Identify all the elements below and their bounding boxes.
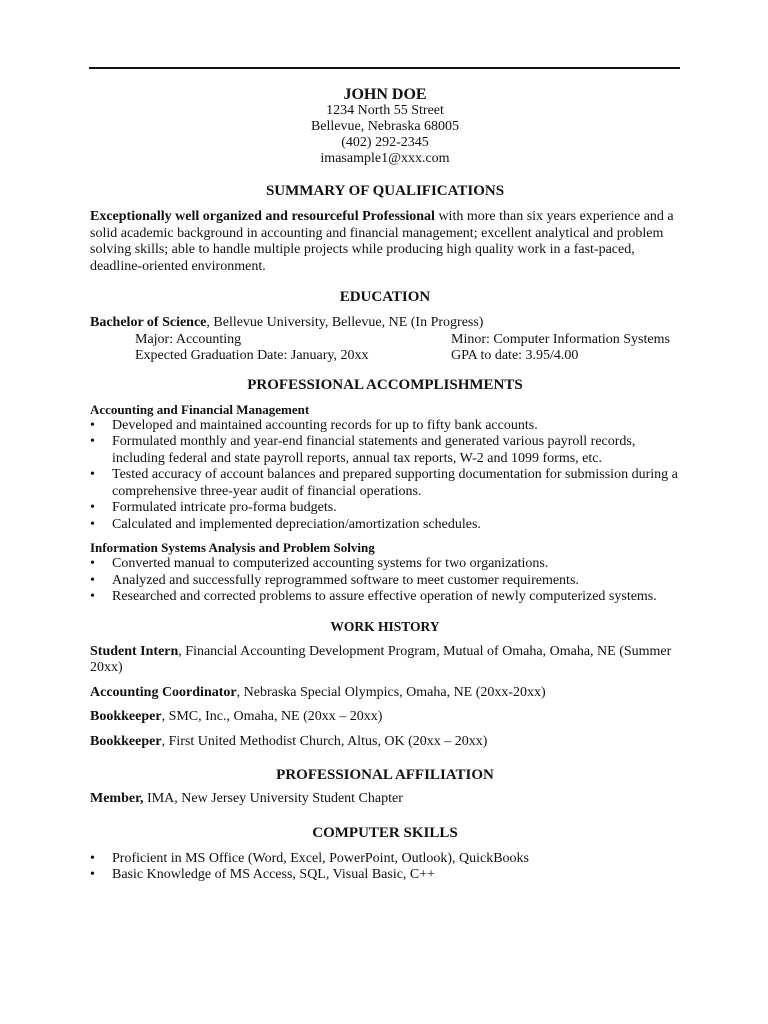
affiliation-role: Member,	[90, 791, 144, 806]
job-entry	[90, 709, 680, 726]
list-item-text: Calculated and implemented depreciation/amortization schedules.	[112, 516, 481, 532]
bullet-icon: •	[90, 556, 95, 571]
affiliation-detail: IMA, New Jersey University Student Chapter	[143, 791, 403, 806]
major-minor-row	[90, 332, 680, 349]
skills-list	[90, 851, 680, 884]
job-title: Accounting Coordinator	[90, 684, 237, 700]
list-item-text: Developed and maintained accounting records for up to fifty bank accounts.	[112, 417, 538, 433]
summary-text: with more than six years experience and a solid academic background in accounting and financial management; excellent analytical and problem solving skills; able to handle multiple projects while producing high quality work in a fast-paced, deadline-oriented environment.	[90, 209, 674, 274]
summary-heading: SUMMARY OF QUALIFICATIONS	[265, 183, 505, 199]
bullet-icon: •	[90, 516, 95, 532]
address-line-2: Bellevue, Nebraska 68005	[310, 119, 460, 134]
systems-list	[90, 556, 680, 606]
list-item	[90, 556, 680, 573]
accomplishments-heading: PROFESSIONAL ACCOMPLISHMENTS	[247, 376, 523, 393]
bullet-icon: •	[90, 417, 95, 433]
accounting-list	[90, 418, 680, 534]
list-item-text: Converted manual to computerized accounting systems for two organizations.	[112, 556, 549, 571]
skills-heading: COMPUTER SKILLS	[312, 824, 458, 841]
job-detail: , SMC, Inc., Omaha, NE (20xx – 20xx)	[161, 709, 383, 724]
candidate-name: JOHN DOE	[343, 86, 427, 103]
job-entry	[90, 685, 680, 702]
list-item	[90, 867, 680, 884]
list-item	[90, 467, 680, 500]
list-item-text: Formulated monthly and year-end financial statements and generated various payroll records, including federal and state payroll reports, annual tax reports, W-2 and 1099 forms, etc.	[112, 434, 636, 466]
list-item-text: Analyzed and successfully reprogrammed software to meet customer requirements.	[112, 572, 579, 588]
affiliation-heading: PROFESSIONAL AFFILIATION	[276, 767, 494, 783]
contact-block	[90, 87, 680, 167]
minor: Minor: Computer Information Systems	[451, 331, 670, 347]
bullet-icon: •	[90, 589, 95, 604]
work-history-heading: WORK HISTORY	[330, 618, 440, 634]
summary-lead: Exceptionally well organized and resourceful Professional	[90, 209, 435, 224]
accomplishment-group-title: Accounting and Financial Management	[90, 401, 310, 417]
list-item-text: Formulated intricate pro-forma budgets.	[112, 500, 337, 515]
phone-number: (402) 292-2345	[341, 135, 429, 150]
summary-paragraph	[90, 209, 680, 275]
job-title: Student Intern	[90, 643, 179, 659]
job-entry	[90, 734, 680, 751]
accomplishment-group-title: Information Systems Analysis and Problem Solving	[90, 540, 375, 555]
list-item	[90, 500, 680, 517]
school-name: , Bellevue University, Bellevue, NE (In Progress)	[206, 315, 484, 330]
job-detail: , First United Methodist Church, Altus, OK (20xx – 20xx)	[161, 733, 488, 749]
list-item	[90, 418, 680, 435]
job-entry	[90, 644, 680, 677]
bullet-icon: •	[90, 867, 95, 882]
list-item-text: Basic Knowledge of MS Access, SQL, Visual Basic, C++	[112, 867, 436, 882]
top-rule	[89, 67, 680, 69]
list-item-text: Proficient in MS Office (Word, Excel, PowerPoint, Outlook), QuickBooks	[112, 850, 530, 866]
job-detail: , Nebraska Special Olympics, Omaha, NE (20xx-20xx)	[236, 684, 546, 700]
affiliation-entry	[90, 791, 680, 808]
address-line-1: 1234 North 55 Street	[326, 103, 444, 118]
list-item	[90, 517, 680, 534]
education-heading: EDUCATION	[339, 289, 431, 305]
resume-page	[90, 87, 680, 884]
list-item	[90, 573, 680, 590]
list-item	[90, 851, 680, 868]
bullet-icon: •	[90, 850, 95, 866]
bullet-icon: •	[90, 500, 95, 515]
major: Major: Accounting	[135, 331, 242, 347]
bullet-icon: •	[90, 467, 95, 482]
bullet-icon: •	[90, 434, 95, 449]
bullet-icon: •	[90, 572, 95, 588]
graduation-date: Expected Graduation Date: January, 20xx	[135, 348, 369, 363]
list-item	[90, 589, 680, 606]
job-title: Bookkeeper	[90, 709, 162, 724]
gpa: GPA to date: 3.95/4.00	[451, 348, 579, 363]
degree-line	[90, 315, 680, 332]
graduation-gpa-row	[90, 348, 680, 365]
email-address: imasample1@xxx.com	[320, 151, 450, 166]
job-title: Bookkeeper	[90, 733, 162, 749]
list-item-text: Researched and corrected problems to assure effective operation of newly computerized systems.	[112, 589, 657, 604]
degree-name: Bachelor of Science	[90, 315, 207, 330]
job-detail: , Financial Accounting Development Program, Mutual of Omaha, Omaha, NE (Summer 20xx)	[90, 643, 672, 675]
list-item	[90, 434, 680, 467]
list-item-text: Tested accuracy of account balances and prepared supporting documentation for submission during a comprehensive three-year audit of financial operations.	[112, 467, 678, 499]
